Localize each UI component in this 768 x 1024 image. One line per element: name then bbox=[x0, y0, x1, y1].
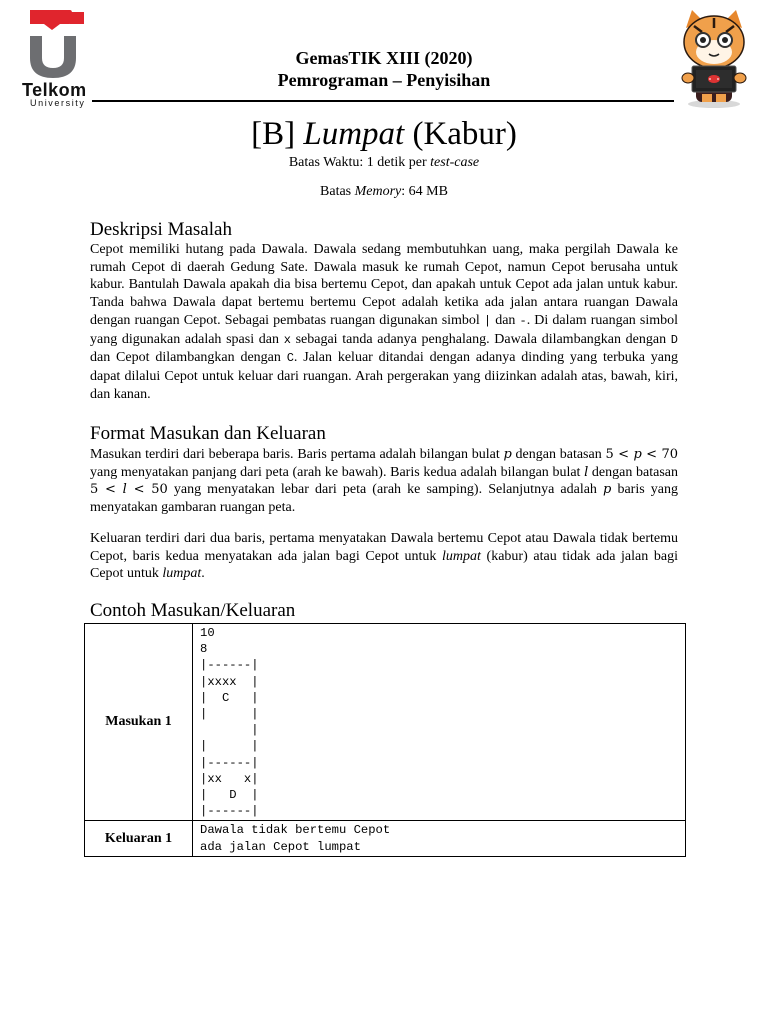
math-var: p bbox=[633, 447, 642, 462]
text: yang menyatakan lebar dari peta (arah ke samping). Selanjutnya adalah bbox=[167, 482, 604, 498]
memory-word: Memory bbox=[354, 184, 402, 199]
math: 5 < bbox=[90, 482, 123, 498]
text: . Jalan keluar ditandai dengan adanya dinding yang terbuka yang dapat dilalui Cepot untuk keluar dari ruangan. Arah pergerakan yang diizinkan adalah atas, bawah, kiri, dan kanan. bbox=[90, 350, 678, 402]
time-limit bbox=[0, 155, 768, 171]
memory-prefix: Batas bbox=[320, 184, 355, 199]
logo-subtext: University bbox=[30, 98, 86, 108]
problem-title bbox=[0, 116, 768, 153]
example-table bbox=[84, 623, 686, 857]
text: Masukan terdiri dari beberapa baris. Baris pertama adalah bilangan bulat bbox=[90, 447, 504, 462]
output-code: Dawala tidak bertemu Cepot ada jalan Cepot lumpat bbox=[200, 823, 391, 854]
constraint-l bbox=[90, 482, 168, 497]
description-paragraph bbox=[90, 241, 678, 403]
output-cell bbox=[193, 821, 686, 856]
format-output-paragraph bbox=[90, 530, 678, 583]
table-row bbox=[85, 624, 686, 821]
description-heading: Deskripsi Masalah bbox=[90, 219, 232, 240]
text: dengan batasan bbox=[511, 447, 606, 462]
table-row bbox=[85, 821, 686, 856]
example-heading: Contoh Masukan/Keluaran bbox=[90, 600, 296, 621]
problem-code: [B] bbox=[251, 116, 296, 152]
emphasis: lumpat bbox=[442, 548, 481, 564]
text: . bbox=[201, 566, 205, 582]
text: Cepot memiliki hutang pada Dawala. Dawala sedang membutuhkan uang, maka pergilah Dawala ke rumah Cepot di daerah Gedung Sate. Dawala masuk ke rumah Cepot, namun Cepot berusaha untuk kabur. Bantulah Dawala apakah dia bisa bertemu Cepot, dan apakah untuk Cepot ada jalan untuk kabur. Tanda bahwa Dawala dapat bertemu bertemu Cepot adalah ketika ada jalan antara ruangan Dawala dengan ruangan Cepot. Sebagai pembatas ruangan digunakan simbol bbox=[90, 242, 678, 328]
problem-name: Lumpat bbox=[303, 116, 405, 152]
text: dan bbox=[491, 312, 520, 328]
emphasis: lumpat bbox=[162, 566, 202, 582]
input-code: 10 8 |------| |xxxx | | C | | | | | | |------| |xx x| | D | |------| bbox=[200, 626, 259, 819]
text: sebagai tanda adanya penghalang. Dawala dilambangkan dengan bbox=[290, 331, 671, 347]
text: dan Cepot dilambangkan dengan bbox=[90, 350, 287, 366]
text: dengan batasan bbox=[588, 464, 678, 480]
text: . Di dalam ruangan simbol yang digunakan adalah spasi dan bbox=[90, 312, 678, 347]
contest-subtitle: Pemrograman – Penyisihan bbox=[277, 70, 491, 90]
input-label: Masukan 1 bbox=[85, 624, 193, 821]
memory-value: : 64 MB bbox=[401, 184, 448, 199]
output-label: Keluaran 1 bbox=[85, 821, 193, 856]
tiger-mascot-image bbox=[672, 8, 756, 110]
logo-wordmark: Telkom bbox=[22, 80, 87, 100]
time-limit-text: Batas Waktu: 1 detik per bbox=[288, 155, 431, 170]
memory-limit bbox=[0, 184, 768, 200]
math: < 70 bbox=[641, 447, 678, 462]
problem-alias: (Kabur) bbox=[412, 116, 517, 152]
input-cell bbox=[193, 624, 686, 821]
text: Keluaran terdiri dari dua baris, pertama menyatakan Dawala bertemu Cepot atau Dawala tidak bertemu Cepot, baris kedua menyatakan ada jalan bagi Cepot untuk bbox=[90, 531, 678, 564]
math-var: l bbox=[122, 482, 127, 498]
text: baris yang menyatakan gambaran ruangan peta. bbox=[90, 482, 679, 516]
format-heading: Format Masukan dan Keluaran bbox=[90, 423, 326, 444]
symbol-pipe: | bbox=[483, 313, 492, 328]
header-rule bbox=[92, 100, 674, 102]
math: 5 < bbox=[605, 447, 634, 462]
format-input-paragraph bbox=[90, 446, 678, 517]
symbol-c: C bbox=[286, 351, 294, 366]
text: (kabur) atau tidak ada jalan bagi Cepot untuk bbox=[90, 548, 678, 582]
var-p: p bbox=[503, 447, 512, 462]
math: < 50 bbox=[126, 482, 168, 498]
var-p: p bbox=[603, 482, 612, 498]
time-limit-unit: test-case bbox=[430, 155, 480, 170]
symbol-dash: - bbox=[519, 313, 527, 328]
symbol-x: x bbox=[283, 332, 291, 347]
contest-title: GemasTIK XIII (2020) bbox=[295, 48, 473, 68]
constraint-p bbox=[605, 447, 678, 462]
var-l: l bbox=[584, 464, 589, 480]
symbol-d: D bbox=[670, 332, 678, 347]
text: yang menyatakan panjang dari peta (arah ke bawah). Baris kedua adalah bilangan bulat bbox=[90, 464, 585, 480]
